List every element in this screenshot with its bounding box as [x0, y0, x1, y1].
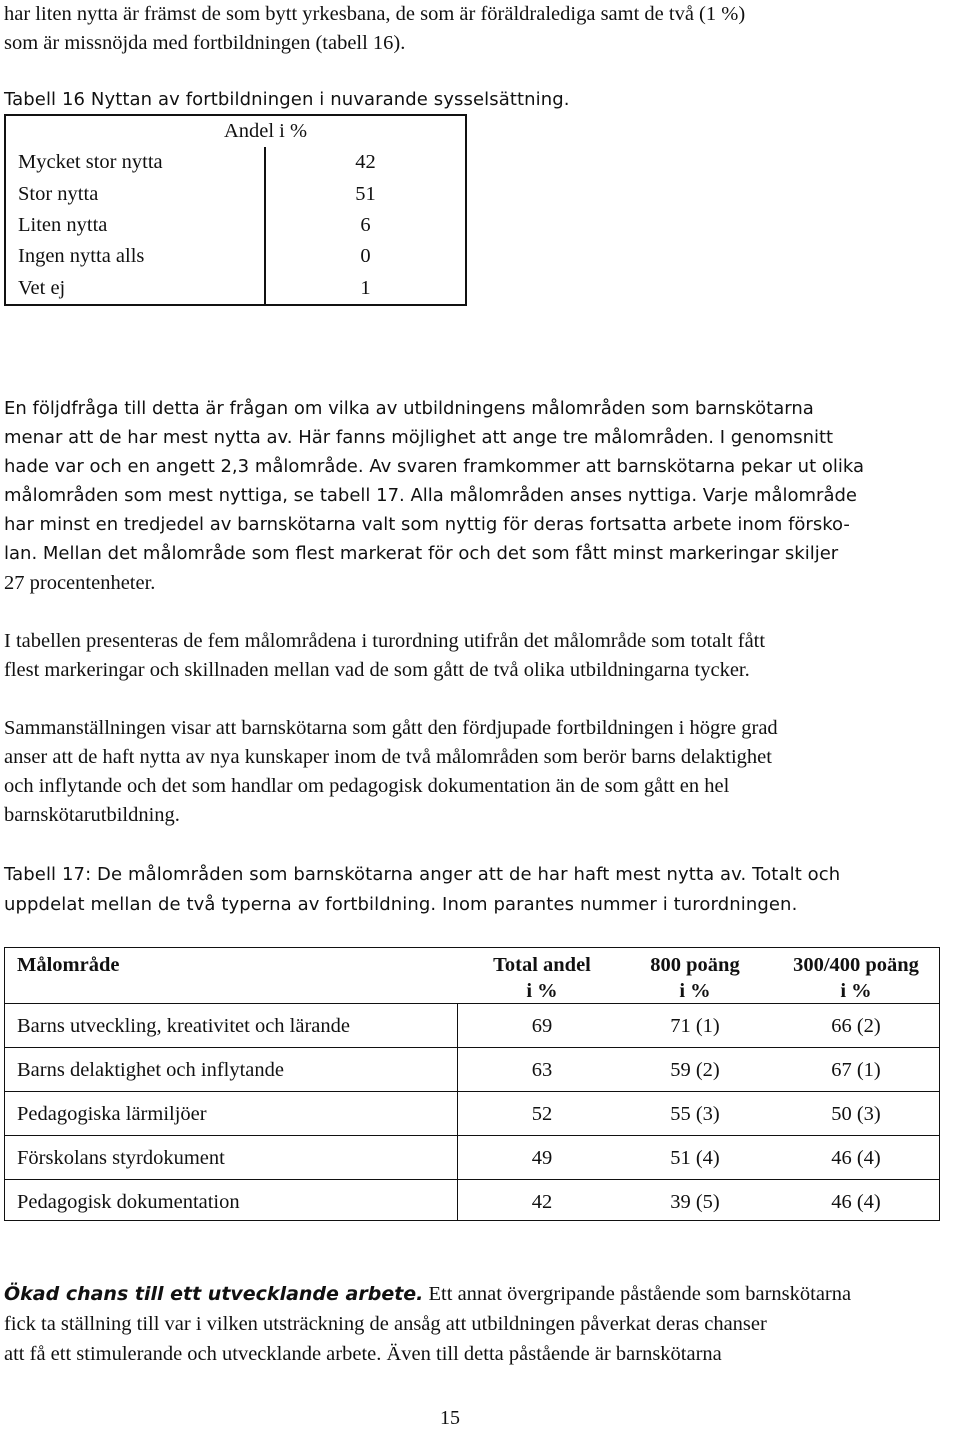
- table-row: [5, 1179, 939, 1224]
- table-row: [6, 241, 465, 272]
- table16-header-row: [6, 116, 465, 147]
- table17-cell: 49: [531, 1146, 553, 1169]
- para3-line: och inflytande och det som handlar om pedagogisk dokumentation än de som gått en hel: [4, 775, 730, 797]
- table17-header-cell: 300/400 poäng i %: [793, 954, 919, 1002]
- para3-line: barnskötarutbildning.: [4, 804, 180, 826]
- table17-cell: Pedagogisk dokumentation: [17, 1190, 240, 1213]
- para1-line: En följdfråga till detta är frågan om vilka av utbildningens målområden som barnskötarna: [4, 398, 814, 419]
- page-number: 15: [440, 1407, 460, 1429]
- table16-label: Vet ej: [6, 272, 266, 303]
- table16-value: 6: [360, 214, 371, 237]
- table17: [4, 947, 940, 1221]
- table16-caption: Tabell 16 Nyttan av fortbildningen i nuvarande sysselsättning.: [4, 89, 570, 110]
- table17-header-cell: 800 poäng i %: [650, 954, 740, 1002]
- para1-line: har minst en tredjedel av barnskötarna valt som nyttig för deras fortsatta arbete inom försko-: [4, 514, 850, 535]
- table17-header-cell: Målområde: [17, 954, 120, 976]
- table17-cell: Barns delaktighet och inflytande: [17, 1058, 284, 1081]
- table16-value: 0: [360, 245, 371, 268]
- table-row: [6, 272, 465, 303]
- table17-cell: 69: [531, 1014, 553, 1037]
- table17-header-cell: Total andel i %: [493, 954, 591, 1002]
- table16-value: 1: [360, 276, 371, 299]
- final-line: fick ta ställning till var i vilken utsträckning de ansåg att utbildningen påverkat deras chanser: [4, 1313, 767, 1335]
- table17-cell: 67 (1): [831, 1058, 881, 1081]
- table-row: [5, 1091, 939, 1136]
- intro-line-2: som är missnöjda med fortbildningen (tabell 16).: [4, 32, 406, 54]
- para1-line: menar att de har mest nytta av. Här fanns möjlighet att ange tre målområden. I genomsnitt: [4, 427, 834, 448]
- table17-cell: 66 (2): [831, 1014, 881, 1037]
- table-row: [6, 147, 465, 178]
- table17-cell: 59 (2): [670, 1058, 720, 1081]
- table16-header: Andel i %: [223, 120, 308, 143]
- table17-cell: 51 (4): [670, 1146, 720, 1169]
- table17-cell: 63: [531, 1058, 553, 1081]
- table16-label: Liten nytta: [6, 210, 266, 241]
- table-row: [5, 1047, 939, 1092]
- table-row: [5, 1135, 939, 1180]
- intro-line-1: har liten nytta är främst de som bytt yrkesbana, de som är föräldralediga samt de två (1 %): [4, 3, 746, 25]
- para1-line: målområden som mest nyttiga, se tabell 17. Alla målområden anses nyttiga. Varje målområde: [4, 485, 857, 506]
- table16-label: Stor nytta: [6, 179, 266, 210]
- para2-line: I tabellen presenteras de fem målområdena i turordning utifrån det målområde som totalt fått: [4, 630, 766, 652]
- table-row: [5, 1003, 939, 1048]
- table17-cell: 46 (4): [831, 1190, 881, 1213]
- table16: [4, 114, 467, 306]
- table17-cell: 55 (3): [670, 1102, 720, 1125]
- final-line-1-text: Ett annat övergripande påstående som barnskötarna: [423, 1283, 852, 1305]
- table16-value: 51: [355, 182, 376, 205]
- para1-line: hade var och en angett 2,3 målområde. Av svaren framkommer att barnskötarna pekar ut olika: [4, 456, 865, 477]
- para1-line: 27 procentenheter.: [4, 572, 156, 594]
- para1-line: lan. Mellan det målområde som flest markerat för och det som fått minst markeringar skiljer: [4, 543, 839, 564]
- table17-cell: Pedagogiska lärmiljöer: [17, 1102, 207, 1125]
- table17-header-row: [5, 948, 939, 1003]
- table-row: [6, 179, 465, 210]
- para3-line: Sammanställningen visar att barnskötarna som gått den fördjupade fortbildningen i högre grad: [4, 717, 778, 739]
- final-line: att få ett stimulerande och utvecklande arbete. Även till detta påstående är barnskötarna: [4, 1343, 722, 1365]
- para2-line: flest markeringar och skillnaden mellan vad de som gått de två olika utbildningarna tycker.: [4, 659, 750, 681]
- table17-cell: Förskolans styrdokument: [17, 1146, 225, 1169]
- table16-label: Ingen nytta alls: [6, 241, 266, 272]
- table17-cell: 50 (3): [831, 1102, 881, 1125]
- table17-column-divider: [457, 1003, 458, 1220]
- table16-value: 42: [355, 151, 376, 174]
- table17-cell: Barns utveckling, kreativitet och lärande: [17, 1014, 351, 1037]
- table17-caption-line: uppdelat mellan de två typerna av fortbildning. Inom parantes nummer i turordningen.: [4, 894, 798, 915]
- table17-caption-line: Tabell 17: De målområden som barnskötarna anger att de har haft mest nytta av. Totalt och: [4, 864, 841, 885]
- section-heading: Ökad chans till ett utvecklande arbete.: [4, 1283, 424, 1305]
- final-line-1: [4, 1282, 851, 1306]
- table17-cell: 42: [531, 1190, 553, 1213]
- table17-cell: 52: [531, 1102, 553, 1125]
- table16-label: Mycket stor nytta: [6, 147, 266, 178]
- table-row: [6, 210, 465, 241]
- table17-cell: 39 (5): [670, 1190, 720, 1213]
- para3-line: anser att de haft nytta av nya kunskaper inom de två målområden som berör barns delaktighet: [4, 746, 772, 768]
- table17-cell: 71 (1): [670, 1014, 720, 1037]
- table17-cell: 46 (4): [831, 1146, 881, 1169]
